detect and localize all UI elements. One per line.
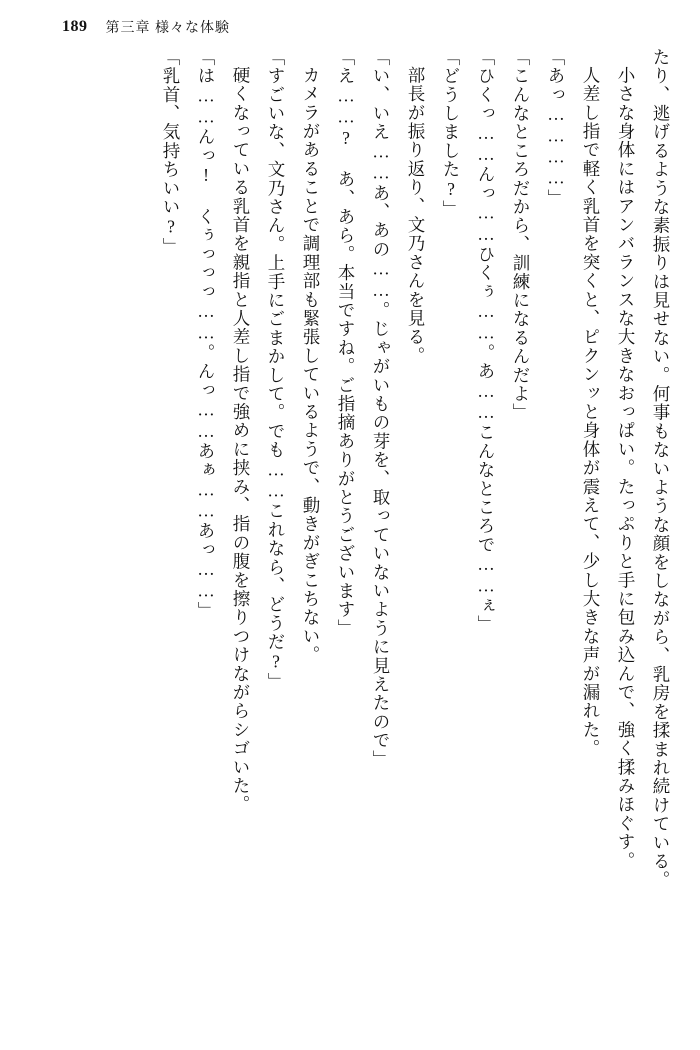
- dialogue-line: 「い、いえ……あ、あの……。じゃがいもの芽を、取っていないように見えたので」: [371, 48, 391, 769]
- chapter-title: 第三章 様々な体験: [105, 21, 230, 36]
- dialogue-line: 「あっ…………」: [546, 48, 566, 208]
- dialogue-line: 「こんなところだから、訓練になるんだよ」: [511, 48, 531, 422]
- dialogue-line: 「え……? あ、あら。本当ですね。ご指摘ありがとうございます」: [336, 48, 356, 638]
- paragraph: 硬くなっている乳首を親指と人差し指で強めに挟み、指の腹を擦りつけながらシゴいた。: [231, 65, 251, 814]
- dialogue-line: 「乳首、気持ちいい?」: [161, 48, 181, 257]
- paragraph: 小さな身体にはアンバランスな大きなおっぱい。たっぷりと手に包み込んで、強く揉みほぐす。: [616, 65, 636, 870]
- dialogue-line: 「どうしました?」: [441, 48, 461, 219]
- paragraph: 人差し指で軽く乳首を突くと、ピクンッと身体が震えて、少し大きな声が漏れた。: [581, 65, 601, 758]
- body-text: [24, 48, 678, 1036]
- dialogue-line: 「は……んっ! くぅっっっ……。んっ……あぁ……あっ……」: [196, 48, 216, 621]
- paragraph: 部長が振り返り、文乃さんを見る。: [406, 65, 426, 365]
- dialogue-line: 「すごいな、文乃さん。上手にごまかして。でも……これなら、どうだ?」: [266, 48, 286, 692]
- paragraph: カメラがあることで調理部も緊張しているようで、動きがぎこちない。: [301, 65, 321, 664]
- paragraph: たり、逃げるような素振りは見せない。何事もないような顔をしながら、乳房を揉まれ続けている。: [651, 48, 671, 890]
- page-header: [0, 14, 700, 40]
- dialogue-line: 「ひくっ……んっ……ひくぅ……。あ……こんなところで……ぇ」: [476, 48, 496, 634]
- page-number: 189: [62, 18, 88, 35]
